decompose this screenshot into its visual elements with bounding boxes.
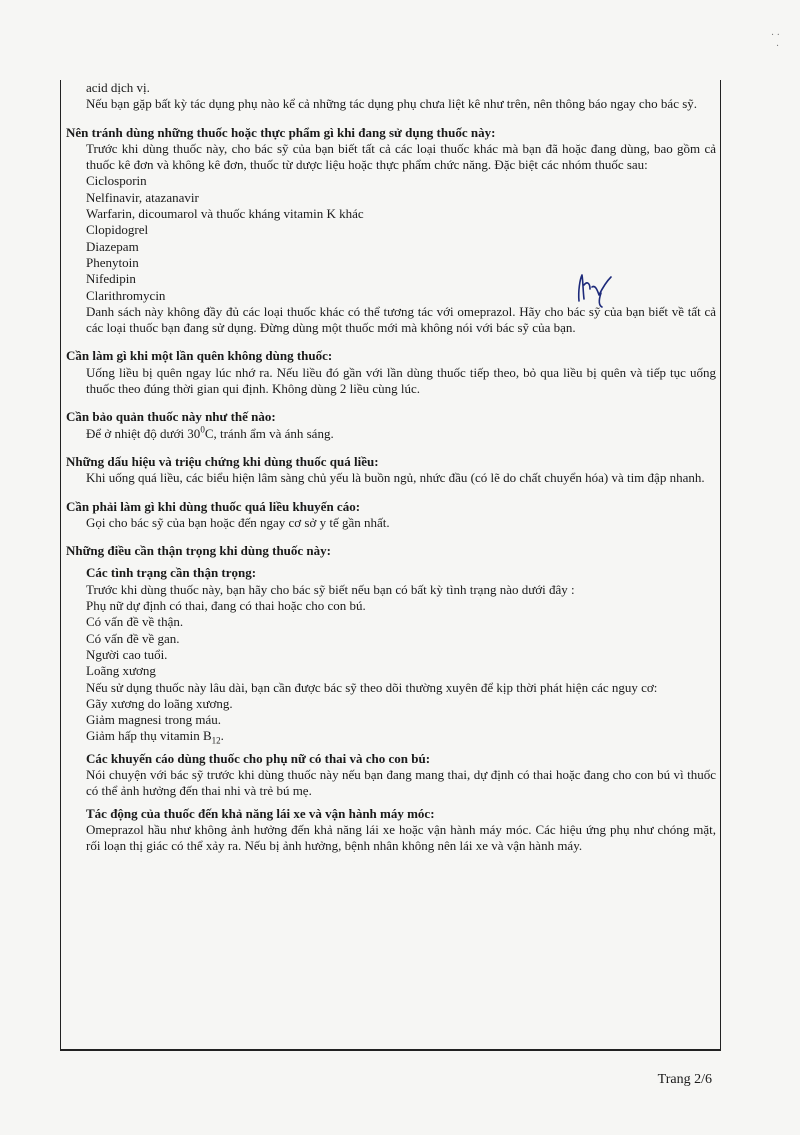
condition-item: Có vấn đề về thận.	[86, 614, 184, 630]
overdose-action-heading: Cần phải làm gì khi dùng thuốc quá liều khuyến cáo:	[66, 498, 361, 514]
avoid-heading: Nên tránh dùng những thuốc hoặc thực phẩm gì khi đang sử dụng thuốc này:	[66, 124, 496, 140]
scan-specks: · · ·	[770, 30, 780, 52]
driving-text: Omeprazol hầu như không ảnh hưởng đến khả năng lái xe hoặc vận hành máy móc. Các hiệu ứng phụ như chóng mặt, rối loạn thị giác có thể xảy ra. Nếu bị ảnh hưởng, bệnh nhân không nên lái xe và vận hành máy.	[86, 821, 716, 854]
conditions-text: Trước khi dùng thuốc này, bạn hãy cho bác sỹ biết nếu bạn có bất kỳ tình trạng nào dưới đây :	[86, 581, 575, 597]
avoid-item: Nifedipin	[86, 271, 136, 287]
avoid-text: Trước khi dùng thuốc này, cho bác sỹ của bạn biết tất cả các loại thuốc khác mà bạn đã hoặc đang dùng, bao gồm cả thuốc kê đơn và không kê đơn, thuốc từ dược liệu hoặc thực phẩm chức năng. Đặc biệt các nhóm thuốc sau:	[86, 140, 716, 173]
risk-item: Giảm magnesi trong máu.	[86, 712, 222, 728]
overdose-signs-heading: Những dấu hiệu và triệu chứng khi dùng thuốc quá liều:	[66, 453, 379, 469]
condition-item: Có vấn đề về gan.	[86, 630, 180, 646]
conditions-heading: Các tình trạng cần thận trọng:	[86, 565, 257, 581]
avoid-item: Clarithromycin	[86, 287, 166, 303]
condition-item: Phụ nữ dự định có thai, đang có thai hoặc cho con bú.	[86, 598, 366, 614]
overdose-signs-text: Khi uống quá liều, các biểu hiện lâm sàng chủ yếu là buồn ngủ, nhức đầu (có lẽ do chất chuyển hóa) và tim đập nhanh.	[86, 470, 705, 486]
intro-line-2: Nếu bạn gặp bất kỳ tác dụng phụ nào kể cả những tác dụng phụ chưa liệt kê như trên, nên thông báo ngay cho bác sỹ.	[86, 96, 698, 112]
avoid-item: Phenytoin	[86, 254, 139, 270]
long-term-text: Nếu sử dụng thuốc này lâu dài, bạn cần được bác sỹ theo dõi thường xuyên để kịp thời phát hiện các nguy cơ:	[86, 679, 658, 695]
risk-item-b12: Giảm hấp thụ vitamin $B_{12}$.	[86, 728, 224, 746]
missed-dose-text: Uống liều bị quên ngay lúc nhớ ra. Nếu liều đó gần với lần dùng thuốc tiếp theo, bỏ qua liều bị quên và tiếp tục uống thuốc theo đúng thời gian qui định. Không dùng 2 liều cùng lúc.	[86, 364, 716, 397]
condition-item: Người cao tuổi.	[86, 646, 168, 662]
signature-mark	[575, 271, 617, 311]
risk-item: Gãy xương do loãng xương.	[86, 695, 233, 711]
overdose-action-text: Gọi cho bác sỹ của bạn hoặc đến ngay cơ sở y tế gần nhất.	[86, 514, 390, 530]
page-number: Trang 2/6	[657, 1072, 712, 1087]
avoid-note: Danh sách này không đầy đủ các loại thuốc khác có thể tương tác với omeprazol. Hãy cho bác sỹ của bạn biết về tất cả các loại thuốc bạn đang sử dụng. Đừng dùng một thuốc mới mà không nói với bác sỹ của bạn.	[86, 303, 716, 336]
precautions-heading: Những điều cần thận trọng khi dùng thuốc này:	[66, 543, 331, 559]
condition-item: Loãng xương	[86, 663, 156, 679]
document-body	[66, 80, 716, 854]
storage-heading: Cần bảo quản thuốc này như thế nào:	[66, 409, 276, 425]
driving-heading: Tác động của thuốc đến khả năng lái xe và vận hành máy móc:	[86, 805, 435, 821]
avoid-item: Diazepam	[86, 238, 139, 254]
storage-text: Để ở nhiệt độ dưới $30^0C$, tránh ẩm và ánh sáng.	[86, 424, 334, 441]
pregnancy-text: Nói chuyện với bác sỹ trước khi dùng thuốc này nếu bạn đang mang thai, dự định có thai hoặc đang cho con bú vì thuốc có thể ảnh hưởng đến thai nhi và trẻ bú mẹ.	[86, 766, 716, 799]
avoid-item: Nelfinavir, atazanavir	[86, 189, 199, 205]
missed-dose-heading: Cần làm gì khi một lần quên không dùng thuốc:	[66, 348, 333, 364]
avoid-item: Clopidogrel	[86, 222, 149, 238]
pregnancy-heading: Các khuyến cáo dùng thuốc cho phụ nữ có thai và cho con bú:	[86, 750, 431, 766]
intro-line-1: acid dịch vị.	[86, 80, 150, 95]
avoid-item: Ciclosporin	[86, 173, 147, 189]
avoid-item: Warfarin, dicoumarol và thuốc kháng vitamin K khác	[86, 206, 364, 222]
